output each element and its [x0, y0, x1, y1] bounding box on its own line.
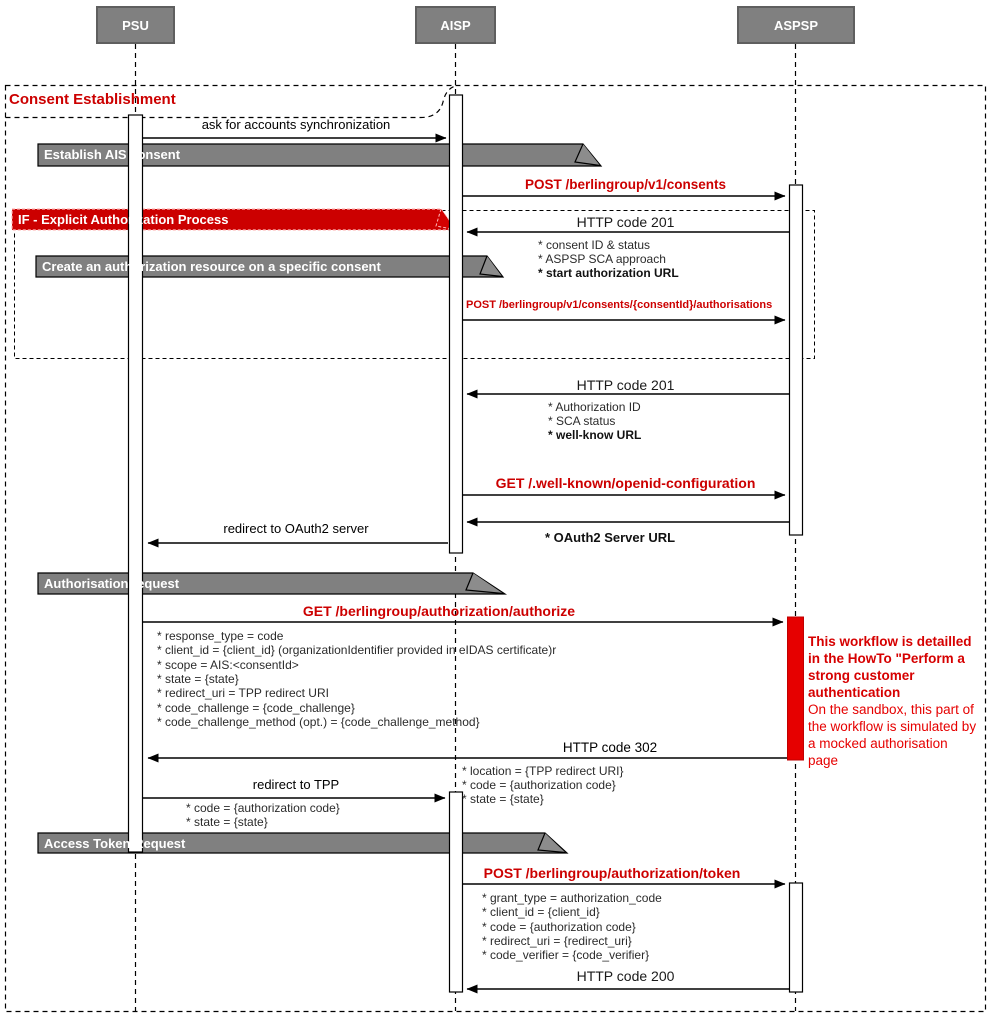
msg-ask-sync: ask for accounts synchronization [201, 117, 391, 132]
msg-post-authorisations: POST /berlingroup/v1/consents/{consentId}/authorisations [466, 299, 773, 311]
side-note-line-2: the workflow is simulated by [808, 719, 977, 734]
frame-title: Consent Establishment [9, 91, 176, 108]
actor-aspsp: ASPSP [737, 6, 855, 44]
actor-aisp: AISP [415, 6, 496, 44]
msg-token-param-4: * redirect_uri = {redirect_uri} [482, 934, 632, 948]
msg-get-wellknown: GET /.well-known/openid-configuration [495, 475, 756, 491]
side-note-line-3: a mocked authorisation [808, 736, 948, 751]
side-note-bold-line-2: in the HowTo "Perform a [808, 651, 965, 666]
msg-http302-bullet-3: * state = {state} [462, 792, 544, 806]
msg-token-param-5: * code_verifier = {code_verifier} [482, 948, 650, 962]
banner-access-token-label: Access Token Request [44, 836, 186, 851]
msg-http201-1: HTTP code 201 [576, 214, 675, 230]
msg-http201-1-bullet-2: * ASPSP SCA approach [538, 252, 666, 266]
if-banner-label: IF - Explicit Authorization Process [18, 212, 229, 227]
side-note [808, 633, 990, 769]
msg-authorize-param-4: * state = {state} [157, 672, 239, 686]
msg-http201-2-bullet-2: * SCA status [548, 414, 616, 428]
banner-auth-request-label: Authorisation request [44, 576, 180, 591]
msg-redirect-tpp-bullet-2: * state = {state} [186, 815, 268, 829]
msg-authorize-param-5: * redirect_uri = TPP redirect URI [157, 686, 329, 700]
msg-http200: HTTP code 200 [576, 968, 675, 984]
msg-http201-2-bullet-1: * Authorization ID [548, 400, 641, 414]
msg-redirect-oauth2: redirect to OAuth2 server [223, 521, 369, 536]
msg-http201-2-bullet-3: * well-know URL [548, 428, 642, 442]
msg-authorize-param-7: * code_challenge_method (opt.) = {code_challenge_method} [157, 715, 480, 729]
msg-post-token: POST /berlingroup/authorization/token [483, 865, 741, 881]
activation-aisp-2 [450, 792, 463, 992]
msg-http302-bullet-1: * location = {TPP redirect URI} [462, 764, 624, 778]
msg-http201-1-bullet-3: * start authorization URL [538, 266, 679, 280]
msg-authorize-param-3: * scope = AIS:<consentId> [157, 658, 299, 672]
side-note-line-4: page [808, 753, 839, 768]
side-note-bold-line-1: This workflow is detailled [808, 634, 972, 649]
side-note-line-1: On the sandbox, this part of [808, 702, 974, 717]
msg-token-param-3: * code = {authorization code} [482, 920, 636, 934]
msg-post-consents: POST /berlingroup/v1/consents [524, 177, 727, 192]
msg-get-authorize: GET /berlingroup/authorization/authorize [302, 603, 576, 619]
msg-http302-bullet-2: * code = {authorization code} [462, 778, 616, 792]
side-note-bold-line-4: authentication [808, 685, 901, 700]
msg-oauth2-server-url: * OAuth2 Server URL [545, 530, 676, 545]
msg-redirect-tpp-bullet-1: * code = {authorization code} [186, 801, 340, 815]
activation-aisp-1 [450, 95, 463, 553]
msg-http201-1-bullet-1: * consent ID & status [538, 238, 651, 252]
banner-create-auth-label: Create an authorization resource on a specific consent [42, 259, 381, 274]
msg-http201-2: HTTP code 201 [576, 377, 675, 393]
msg-token-param-2: * client_id = {client_id} [482, 905, 600, 919]
banner-establish-label: Establish AIS consent [44, 147, 181, 162]
activation-aspsp-1 [790, 185, 803, 535]
msg-authorize-param-1: * response_type = code [157, 629, 284, 643]
activation-aspsp-red [788, 617, 804, 760]
activation-aspsp-2 [790, 883, 803, 992]
msg-authorize-param-6: * code_challenge = {code_challenge} [157, 701, 355, 715]
actor-psu: PSU [96, 6, 175, 44]
side-note-bold-line-3: strong customer [808, 668, 915, 683]
msg-token-param-1: * grant_type = authorization_code [482, 891, 662, 905]
msg-redirect-tpp: redirect to TPP [252, 777, 340, 792]
msg-http302: HTTP code 302 [562, 740, 658, 755]
msg-authorize-param-2: * client_id = {client_id} (organizationIdentifier provided in eIDAS certificate)r [157, 643, 557, 657]
